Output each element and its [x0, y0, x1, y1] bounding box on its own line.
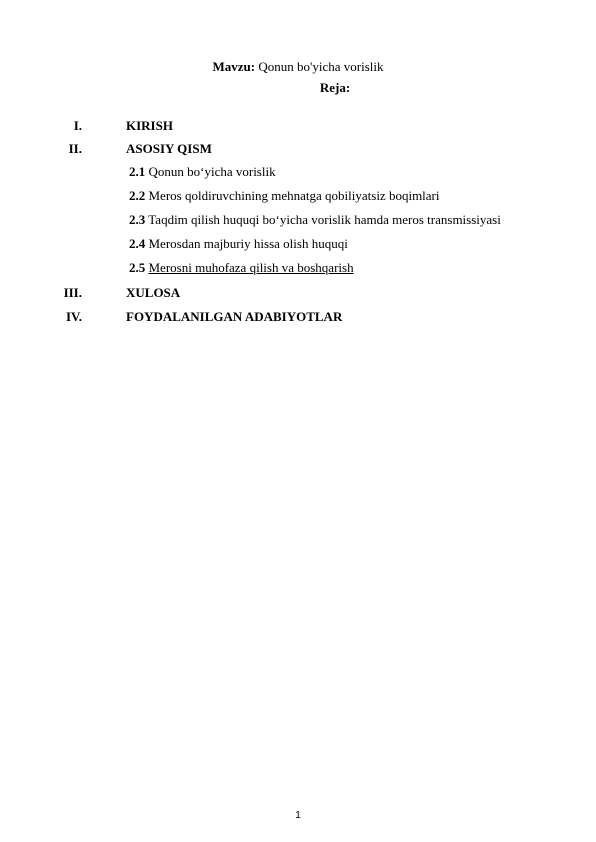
- subsection-title: Merosdan majburiy hissa olish huquqi: [148, 236, 348, 251]
- subsection-title: Merosni muhofaza qilish va boshqarish: [148, 260, 354, 275]
- subsection-number: 2.3: [129, 212, 146, 227]
- topic-label: Mavzu:: [212, 59, 256, 74]
- subsection-number: 2.2: [129, 188, 146, 203]
- topic-line: [0, 59, 596, 75]
- section-numeral: IV.: [65, 309, 82, 324]
- section-numeral: III.: [63, 285, 82, 300]
- subsection-title: Qonun bo‘yicha vorislik: [148, 164, 276, 179]
- section-title: KIRISH: [126, 118, 173, 133]
- subsection-title: Meros qoldiruvchining mehnatga qobiliyatsiz boqimlari: [148, 188, 440, 203]
- subsection-item: [129, 188, 440, 204]
- page-number: 1: [295, 810, 301, 821]
- section-title: FOYDALANILGAN ADABIYOTLAR: [126, 309, 343, 324]
- subsection-title: Taqdim qilish huquqi bo‘yicha vorislik hamda meros transmissiyasi: [148, 212, 501, 227]
- subsection-number: 2.1: [129, 164, 146, 179]
- subsection-item: [129, 236, 348, 252]
- plan-title: Reja:: [319, 80, 351, 95]
- topic-title: Qonun bo'yicha vorislik: [258, 59, 384, 74]
- subsection-item: [129, 164, 276, 180]
- section-numeral: I.: [73, 118, 82, 133]
- subsection-number: 2.4: [129, 236, 146, 251]
- section-numeral: II.: [68, 141, 82, 156]
- section-title: ASOSIY QISM: [126, 141, 212, 156]
- subsection-number: 2.5: [129, 260, 146, 275]
- subsection-item: [129, 212, 501, 228]
- subsection-item: [129, 260, 354, 276]
- section-title: XULOSA: [126, 285, 181, 300]
